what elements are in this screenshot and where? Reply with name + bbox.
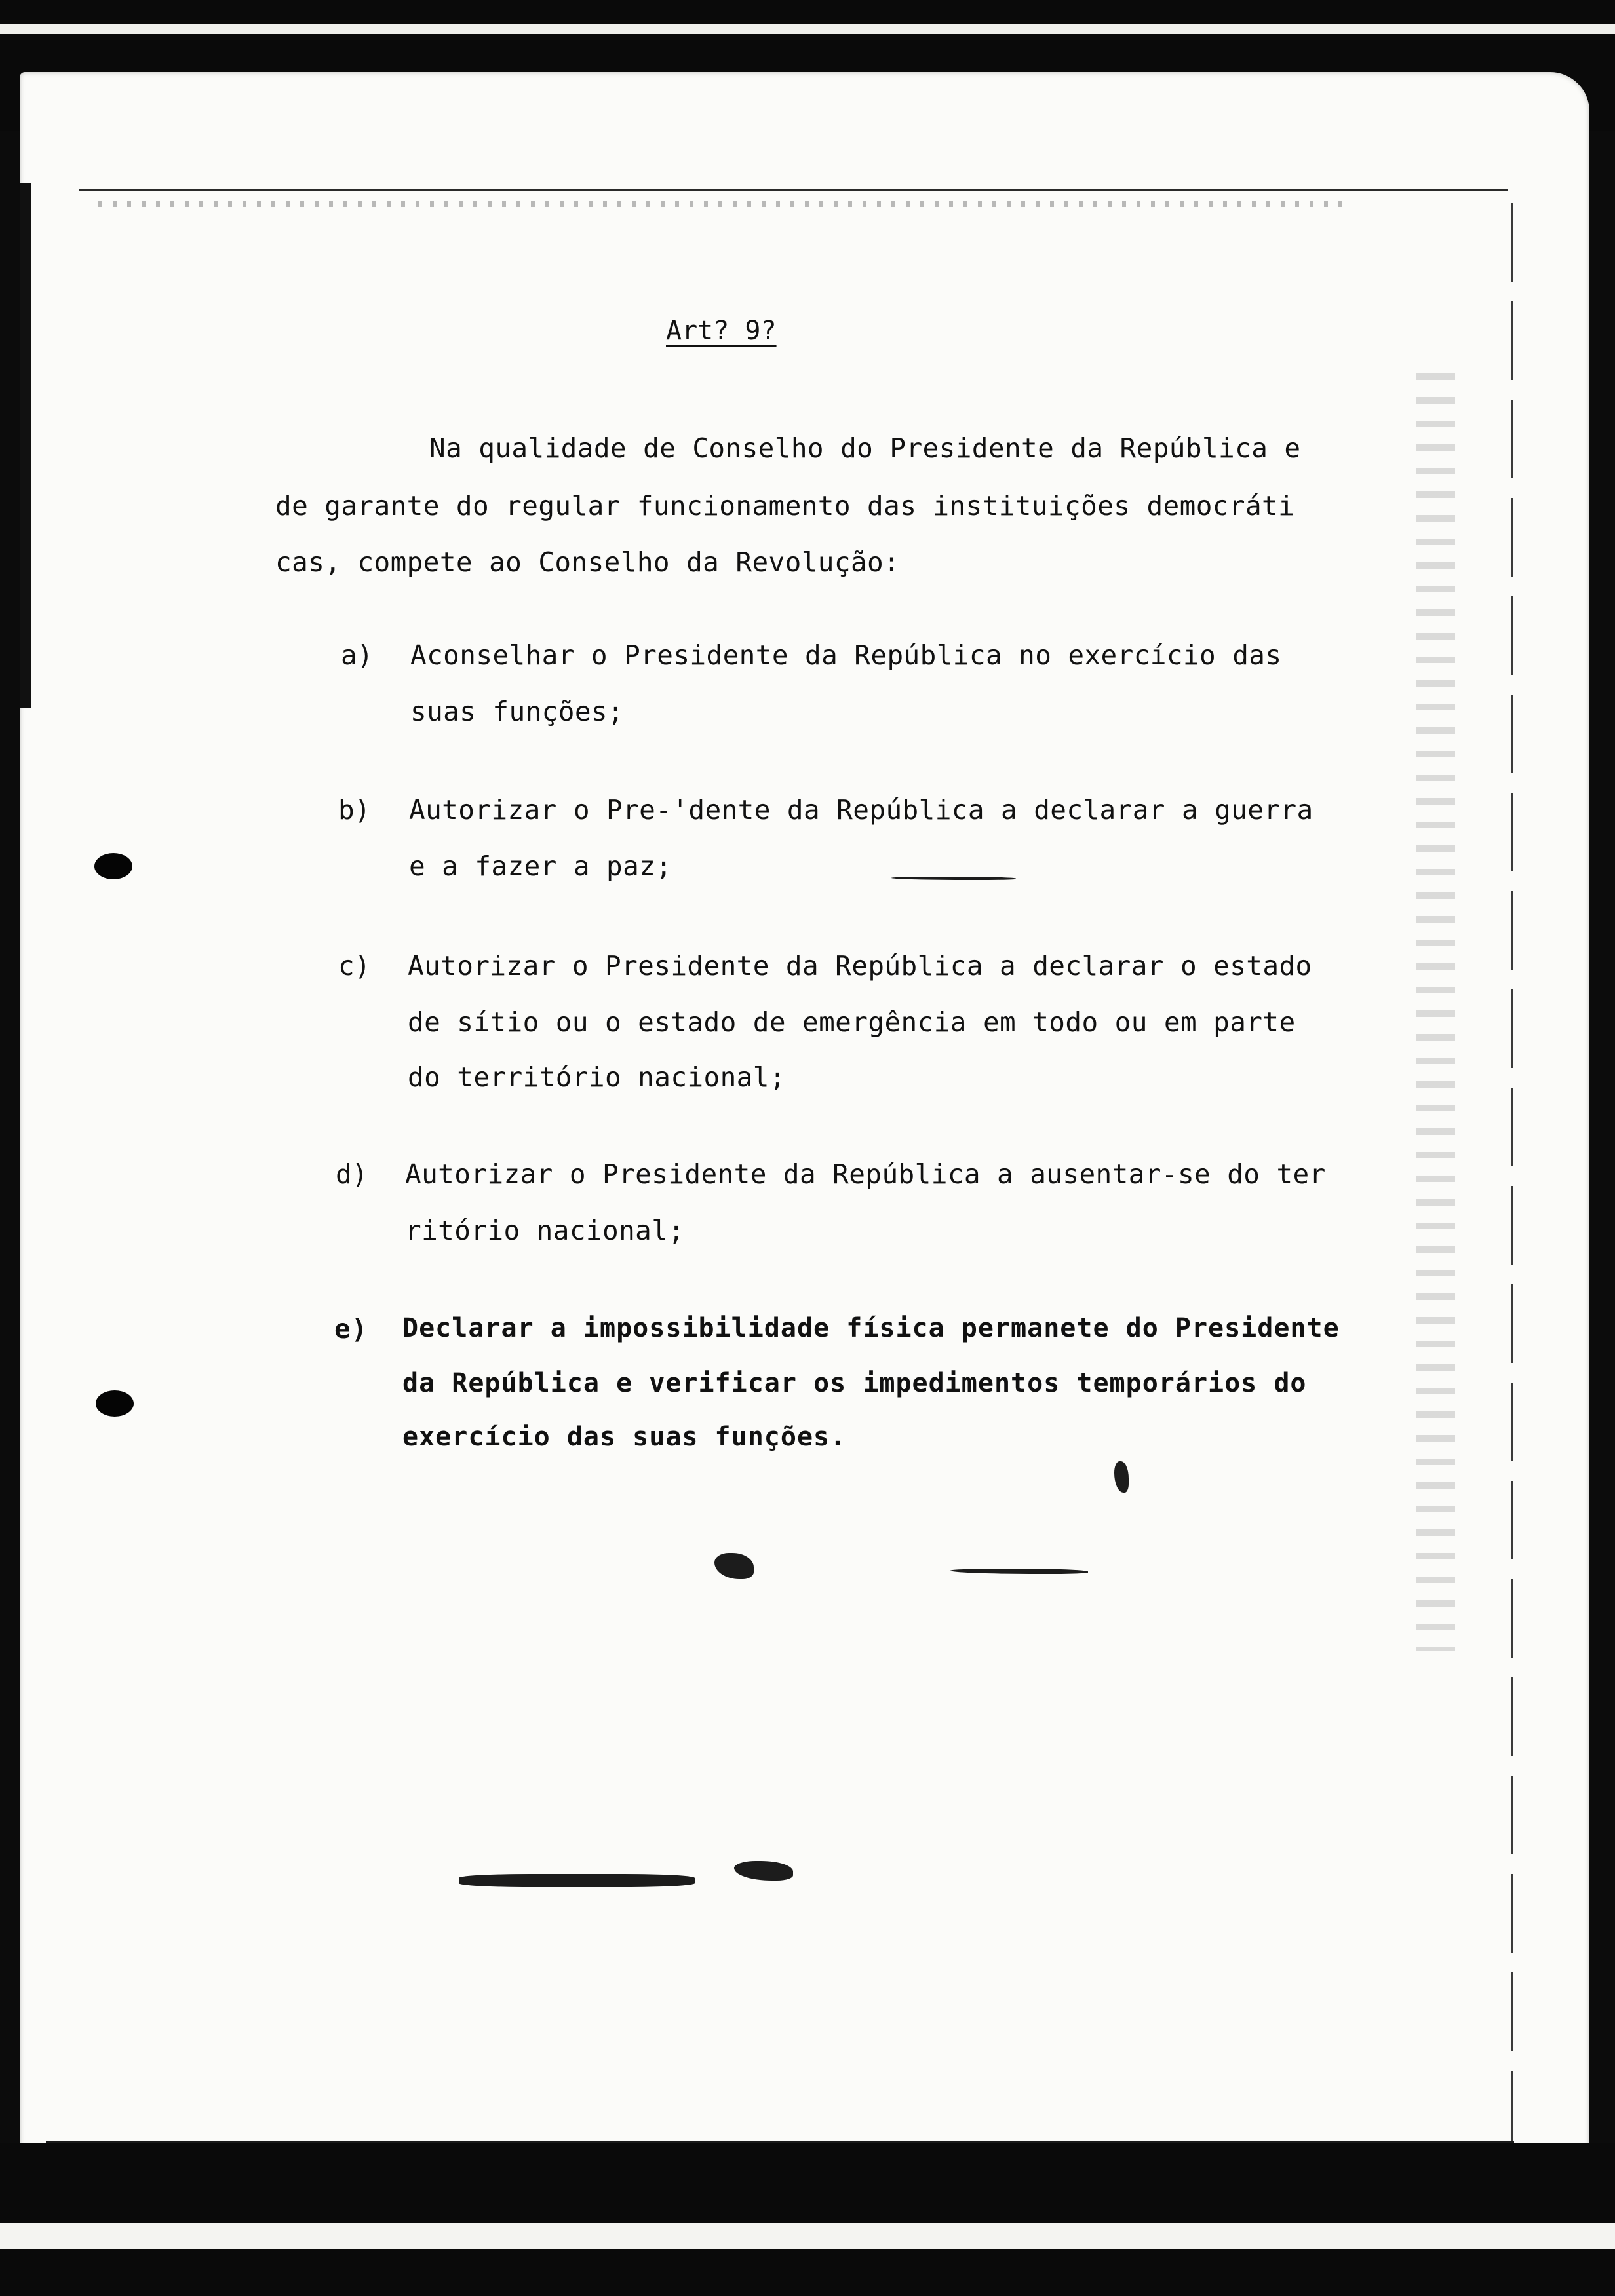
- item-line: Autorizar o Pre-'dente da República a declarar a guerra: [409, 794, 1313, 826]
- item-label: b): [338, 794, 371, 826]
- item-line: exercício das suas funções.: [402, 1422, 847, 1452]
- scan-smudge: [459, 1874, 695, 1887]
- scan-strip-bottom: [0, 2223, 1615, 2249]
- item-label: d): [336, 1158, 368, 1190]
- scan-border-bottom: [0, 2143, 1615, 2296]
- item-line: da República e verificar os impedimentos temporários do: [402, 1368, 1307, 1398]
- item-line: Aconselhar o Presidente da República no exercício das: [410, 640, 1282, 671]
- punch-hole-icon: [96, 1390, 134, 1417]
- intro-line: Na qualidade de Conselho do Presidente da República e: [429, 432, 1301, 464]
- margin-scan-noise: [1416, 373, 1455, 1651]
- margin-rule: [1511, 203, 1513, 2143]
- item-line: Autorizar o Presidente da República a ausentar-se do ter: [405, 1158, 1326, 1190]
- item-line: e a fazer a paz;: [409, 851, 672, 882]
- item-label: a): [341, 640, 374, 671]
- intro-line: cas, compete ao Conselho da Revolução:: [275, 546, 901, 578]
- item-label: c): [338, 950, 371, 982]
- item-line: Autorizar o Presidente da República a declarar o estado: [408, 950, 1312, 982]
- item-line: de sítio ou o estado de emergência em todo ou em parte: [408, 1006, 1296, 1038]
- scan-strip-top: [0, 24, 1615, 34]
- article-heading: Art? 9?: [666, 316, 777, 346]
- item-line: Declarar a impossibilidade física permanete do Presidente: [402, 1313, 1340, 1343]
- intro-line: de garante do regular funcionamento das instituições democráti: [275, 490, 1295, 522]
- page-edge-shadow: [20, 183, 31, 708]
- item-line: do território nacional;: [408, 1062, 786, 1093]
- header-rule-noise: [98, 201, 1344, 207]
- document-page: [20, 72, 1589, 2152]
- item-label: e): [334, 1313, 368, 1345]
- item-line: suas funções;: [410, 696, 625, 727]
- punch-hole-icon: [94, 853, 132, 879]
- header-rule: [79, 189, 1508, 191]
- item-line: ritório nacional;: [405, 1215, 685, 1246]
